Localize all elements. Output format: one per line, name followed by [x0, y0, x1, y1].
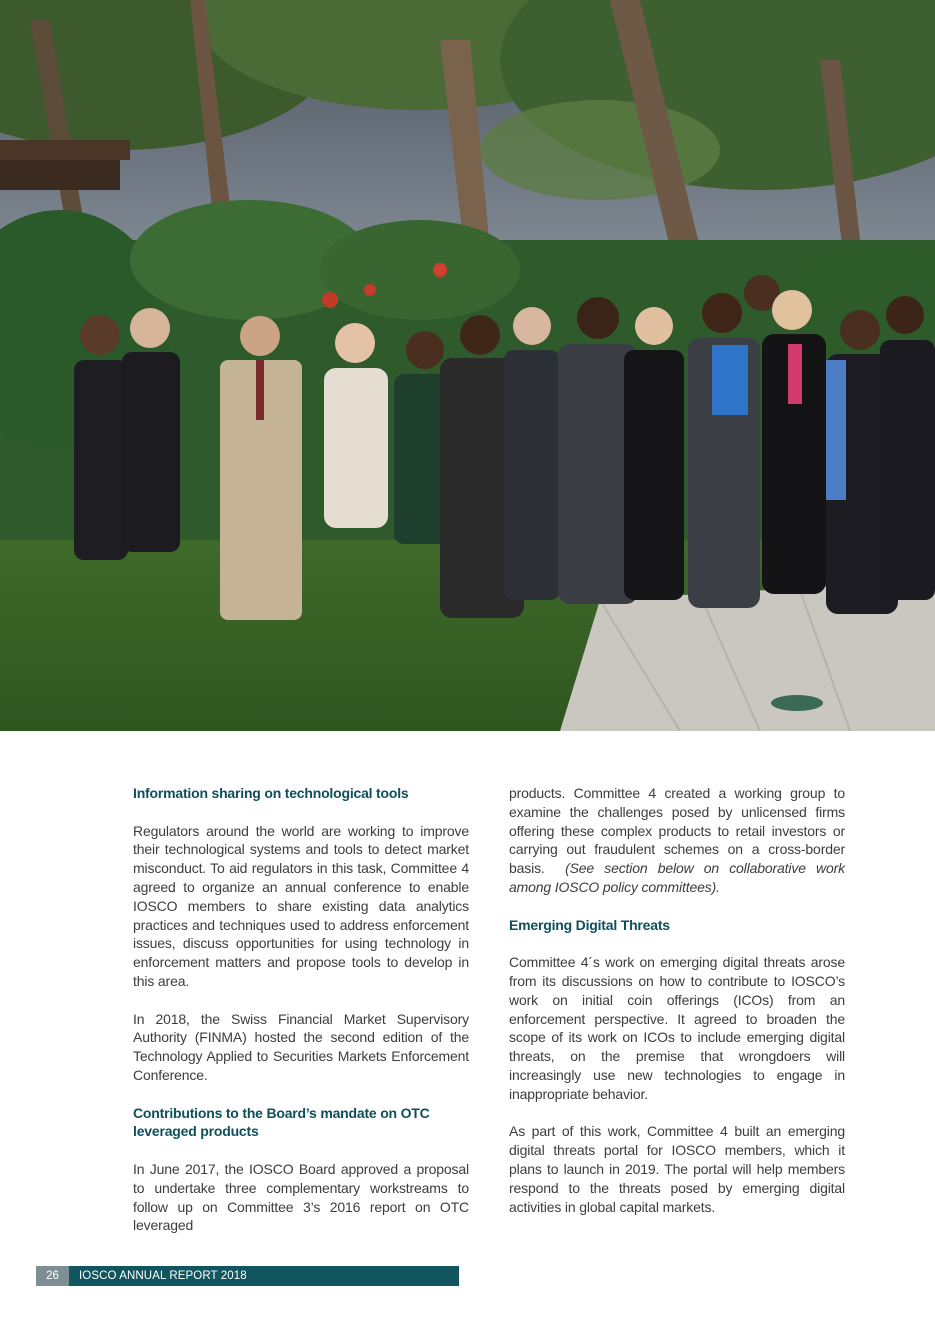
- right-column: [509, 784, 845, 1216]
- paragraph-june-2017: In June 2017, the IOSCO Board approved a proposal to undertake three complementary workstreams to follow up on Committee 3’s 2016 report on OTC leveraged: [133, 1160, 469, 1234]
- paragraph-committee-4-work: Committee 4´s work on emerging digital threats arose from its discussions on how to contribute to IOSCO’s work on initial coin offerings (ICOs) from an enforcement perspective. It agreed to broaden the scope of its work on ICOs to include emerging digital threats, on the premise that wrongdoers will increasingly use new technologies to engage in inappropriate behavior.: [509, 954, 845, 1102]
- paragraph-products: [509, 784, 845, 897]
- page-footer: [36, 1266, 459, 1286]
- page-number: 26: [36, 1266, 69, 1286]
- paragraph-products-text: products. Committee 4 created a working group to examine the challenges posed by unlicensed firms offering these complex products to retail investors or carrying out fraudulent schemes on a cross-border basis.: [509, 785, 845, 877]
- heading-emerging-digital-threats: Emerging Digital Threats: [509, 916, 670, 933]
- footer-title: IOSCO ANNUAL REPORT 2018: [69, 1266, 459, 1286]
- heading-otc-contributions: Contributions to the Board’s mandate on OTC leveraged products: [133, 1104, 430, 1140]
- paragraph-regulators: Regulators around the world are working to improve their technological systems and tools to detect market misconduct. To aid regulators in this task, Committee 4 agreed to organize an annual conference to enable IOSCO members to share existing data analytics practices and techniques used to address enforcement issues, discuss opportunities for using technology in enforcement matters and propose tools to develop in this area.: [133, 822, 469, 989]
- heading-information-sharing: Information sharing on technological tools: [133, 785, 409, 801]
- paragraph-finma: In 2018, the Swiss Financial Market Supervisory Authority (FINMA) hosted the second edition of the Technology Applied to Securities Markets Enforcement Conference.: [133, 1010, 469, 1083]
- paragraph-products-note: (See section below on collaborative work among IOSCO policy committees).: [509, 860, 845, 895]
- paragraph-portal: As part of this work, Committee 4 built an emerging digital threats portal for IOSCO members, which it plans to launch in 2019. The portal will help members respond to the threats posed by emerging digital activities in global capital markets.: [509, 1123, 845, 1215]
- left-column: [133, 784, 469, 1235]
